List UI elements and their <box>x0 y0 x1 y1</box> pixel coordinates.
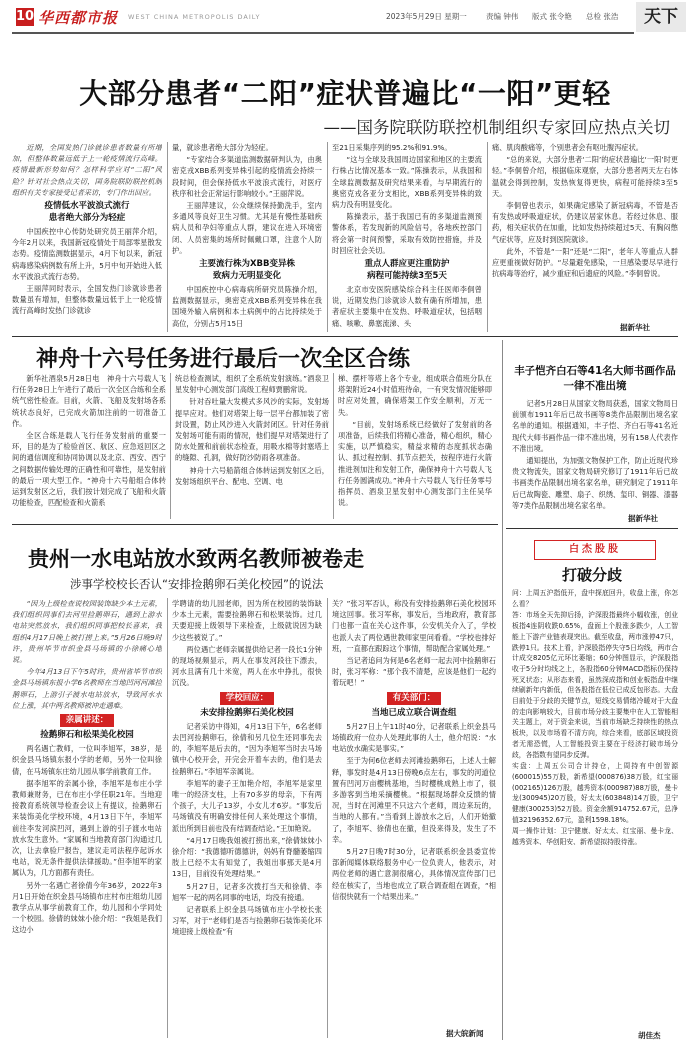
masthead <box>0 0 690 44</box>
column-divider <box>170 373 171 519</box>
column-divider <box>487 142 488 332</box>
story1-col4-para: 此外，不管是“一阳”还是“二阳”，老年人等重点人群应更重视做好防护。“尽量避免感染，一旦感染要尽早进行抗病毒等治疗，减少重症和后遗症的风险。”李侗曾说。 <box>492 246 678 279</box>
story2-column-1 <box>12 373 166 518</box>
story1-col3-para: 至21日采集序列的95.2%和91.9%。 <box>332 143 452 152</box>
story4-headline: 贵州一水电站放水致两名教师被卷走 <box>28 547 364 571</box>
story4-column-1 <box>12 598 162 1038</box>
story4-subhead-3: 当地已成立联合调查组 <box>371 707 457 718</box>
story4-col3-para: 5月27日晚7时30分，记者联系织金县委宣传部新闻媒体联络服务中心一位负责人，他表示，对两位老师的遇亡意洞很痛心，具体情况宣传部门已经在核实了，当地也成立了联合调查组在调查，“相信很快就有一个结果出来。” <box>332 847 496 901</box>
story4-col2-para: 李旭军的妻子王加艳介绍，李旭军是家里唯一的经济支柱，上有70多岁的母亲，下有两个孩子，大儿子13岁，小女儿才6岁。“事发后马场镇没有明确安排任何人来处理这个事情，派出所到目前也没有结调查结论。”王加艳说。 <box>172 778 322 833</box>
proofreader-credit: 总检 张浩 <box>586 12 619 21</box>
story5-headline: 打破分歧 <box>561 566 622 584</box>
story1-col3-para: 北京市安医院感染综合科主任医师李侗曾说，近期发热门诊就诊人数有确有所增加，患者症状主要集中在发热、呼吸道症状，包括咽痛、咳嗽、鼻塞流涕、头 <box>332 285 482 328</box>
story2-col3-para: 梯、摆杆等塔上各个专业，组成联合值班分队在塔架附近24小时值班待命，一有突发情况能够即时应对处置，确保塔架工作安全顺利，万无一失。 <box>338 374 492 417</box>
story1-col1-para: 王丽萍同时表示，全国发热门诊就诊患者数量虽有增加，但整体数量远低于上一轮疫情流行高峰时发热门诊就诊 <box>12 284 162 316</box>
story4-intro: “因为上级检查说校园装饰缺少本土元素，我们组织同事们去河里捡鹅卵石，遇到上游水电站突然放水，我们组织同事把校长喜来，我组织4月17日晚上被打捞上来。”5月26日晚9时许，贵州毕节市织金县马场镇的小徐痛心地说。 <box>12 599 162 665</box>
story1-col1-para: 中国疾控中心传防处研究员王丽萍介绍，今年2月以来，我国新冠疫情处于局部零星散发态势。疫情监测数据显示，4月下旬以来，新冠病毒感染病例数有所上升，5月中旬开始进入低水平波浪式流行态势。 <box>12 227 162 281</box>
story1-col4-para: 痛、肌肉酸痛等，个别患者会有呕吐腹泻症状。 <box>492 143 643 152</box>
story4-tag-school: 学校回应： <box>220 692 275 705</box>
story4-col1-para: 据李旭军的亲属小徐，李旭军是布庄小学教师兼财务，已在布庄小学任职21年。当地迎接教育系统领导检查会议上有提议，捡鹅卵石来装饰美化学校环境，4月13日下午，李旭军前往李发河滨凹河，遇到上游的引子渡水电站放水发生意外。“家属和当地教育部门沟通过几次，让去拿验尸报告，建议走司法程序起诉水电站，说无条件提供法律援助。”但李旭军的家属认为，几方面都有责任。 <box>12 778 162 878</box>
story1-headline: 大部分患者“二阳”症状普遍比“一阳”更轻 <box>79 77 611 110</box>
story1-col3-para: “这与全球及我国周边国家和地区的主要流行株占比情况基本一致。”陈操表示，从我国和全球监测数据及研究结果来看，与早期流行的奥密克戎各亚分支相比，XBB系列变异株的致病力没有明显变化。 <box>332 155 482 210</box>
story2-col2-para: 统总检查测试，组织了全系统发射演练。”酒泉卫星发射中心测发部门高级工程师贾鹏常说。 <box>175 374 329 395</box>
story5-column-badge: 白杰股股 <box>534 540 656 560</box>
story4-col2-para: 5月27日，记者多次拨打当天和徐倩、李旭军一起的两名同事的电话，均没有接通。 <box>172 881 322 902</box>
editor-credit: 责编 钟伟 <box>486 12 519 21</box>
story2-col3-para: “目前，发射场系统已经做好了发射前的各项准备，后续我们将精心准备，精心组织，精心实施，以严慎稳实，精益求精的态度抓状态确认、抓过程控制、抓节点把关，按程序进行火箭推进剂加注和发射工作，确保神舟十六号载人飞行任务圆满成功。”神舟十六号载人飞行任务零号指挥员、酒泉卫星发射中心测发部门主任吴华说。 <box>338 419 492 508</box>
story4-col3-para: 关？”张习军否认，称没有安排捡鹅卵石美化校园环境这回事。张习军称，事发后，当地政府，教育部门也都一直在关心这件事，公安机关介入了，学校也派人去了两位遇世教师家里问看看。“学校也排好班，一直都在跟踪这个事情，帮助配合家属处理。” <box>332 599 496 653</box>
story4-col2-para: 两位遇亡老师亲属提供给记者一段长1分钟的现场视频显示，两人在事发河段往下漂去，河水且满有几十米宽，两人在水中挣扎，很快沉没。 <box>172 644 322 688</box>
story5-answer: 答：市场全天先抑后扬，沪深股指最终小幅收涨，创业板指4连阴收跌0.65%，盘面上个股涨多跌少，人工智能上下游产业链表现突出。截至收盘，两市涨停47只，跌停1只。技术上看，沪深股指停失守5日均线，两市合计成交8205亿元环比萎缩；60分钟图显示，沪深股指收于5分时均线之上，各股指60分钟MACD指标仍保持死叉状态；从形态来看，虽然深成指和创业板指盘中继续刷新年内新低，但各股指在低位已成反包形态。大盘目前处于分歧的关键节点，短线交易情绪冷暖对于大盘的走向影响较大，目前市场分歧主要集中在人工智能相关主题上，对于资金来说，当前市场缺乏持续性的热点板块，以及市场看不清方向，综合来看，底部区域投资者无需恐慌，人工智能投资主要在于经济打破市场分歧，各指数有望同步反弹。 <box>512 611 678 759</box>
designer-credit: 版式 张令艳 <box>532 12 572 21</box>
story3-body <box>512 398 678 510</box>
story5-plan: 周一操作计划：卫宁健康、好太太、红宝丽、曼卡龙、越秀资本、华创阳安、新希望拟持股待涨。 <box>512 827 678 847</box>
story2-column-3 <box>338 373 492 518</box>
story4-col3-para: 5月27日上午11时40分，记者联系上织金县马场镇政府一位办人处理此事的人士，他介绍说：“水电站放水确实是事实。” <box>332 721 496 754</box>
story4-col1-para: 两名遇亡教师，一位叫李旭军，38岁，是织金县马场镇东报小学的老师，另外一位叫徐倩，在马场镇东庄幼儿园从事学前教育工作。 <box>12 744 162 776</box>
story1-column-4 <box>492 142 678 322</box>
story2-headline: 神舟十六号任务进行最后一次全区合练 <box>36 347 411 372</box>
story5-body <box>512 588 678 1028</box>
story1-col4-para: “总的来说，大部分患者‘二阳’的症状普遍比‘一阳’时更轻。”李侗曾介绍，根据临床观察，大部分患者两天左右体温就会得到控制，发热恢复得更快，病程可能持续3至5天。 <box>492 155 678 198</box>
story5-author: 胡佳杰 <box>638 1031 661 1040</box>
story4-column-2 <box>172 598 322 1038</box>
story1-subhead-2: 主要流行株为XBB变异株 致病力无明显变化 <box>198 259 295 282</box>
story3-para: 通知提出，为加强文物保护工作，防止近现代珍贵文物流失，国家文物局研究修订了1911年后已故书画类作品限制出境名家名单，研究制定了1911年后已故陶瓷、雕塑、扇子、织绣、玺印、铜器、漆器等7类作品限制出境名家名单。 <box>512 456 678 510</box>
story1-source: 据新华社 <box>620 323 650 332</box>
story2-col1-para: 新华社酒泉5月28日电 神舟十六号载人飞行任务28日上午进行了最后一次全区合练和全系统气密性检查。目前，火箭、飞船及发射场各系统状态良好，已完成火箭加注前的一切准备工作。 <box>12 374 166 428</box>
story1-subhead-1: 疫情低水平波浪式流行 患者绝大部分为轻症 <box>44 201 130 224</box>
story4-col2-para: “4月17日晚我姐被打捞出来，”徐倩妹妹小徐介绍：“我德德听德德讲，妈妈有脊髓萎缩四肢上已经不太有知觉了，我姐出事那天是4月13日，目前没有处理结果。” <box>172 835 322 879</box>
story4-intro-2: 今年4月13日下午5时许，贵州省毕节市织金县马场镇东报小学6名教师在当地凹河河滩捡鹅卵石，上游引子渡水电站放水，导致河水水位上涨，其中两名教师被冲走遇难。 <box>12 667 162 710</box>
section-tab: 天下 <box>636 2 686 32</box>
story4-column-3 <box>332 598 496 1026</box>
story2-column-2 <box>175 373 329 518</box>
story4-col2-para: 记者联系上织金县马场镇布庄小学校长张习军，对于“老师们是否与捡鹅卵石装饰美化环境迎接上级检查”有 <box>172 905 322 937</box>
story4-col2-para: 学聘请的幼儿园老师，因为所在校园的装饰缺少本土元素，需要捡鹅卵石和松果装饰。过几天要迎接上级领导下来检查，上级就说因为缺少这些被说了。” <box>172 599 322 642</box>
story4-col3-para: 至于为何6位老师去河滩捡鹅卵石，上述人士解释，事发时是4月13日傍晚6点左右，事发的河道位置有凹河万亩樱桃基地，当时樱桃成熟上市了，很多游客到当地采摘樱桃。“根据现场群众反馈的情况，当时在河滩里不只这六个老师，周边来玩的，当地的人都有。”当看到上游放水之后，人们开始撤了，李旭军、徐倩也在撤，但没来得及，发生了不幸。 <box>332 756 496 844</box>
story4-tag-authorities: 有关部门： <box>387 692 442 705</box>
logo: 华西都市报 <box>38 9 119 27</box>
column-divider <box>327 598 328 1038</box>
story1-col4-para: 李侗曾也表示，如果确定感染了新冠病毒，不管是否有发热或呼吸道症状，仍建议居家休息。若经过休息、服药，相关症状仍在加重，比如发热持续超过5天、有胸闷憋气症状等，应及时到医院就诊。 <box>492 201 678 244</box>
page-number: 10 <box>16 9 35 24</box>
story2-col2-para: 针对吞吐量大发模式多风沙的实际，发射场提早应对。他们对塔架上每一层平台都加装了密封设置，防止风沙进入火箭封闭区。针对任务前发射场可能有雨的情况，他们提早对塔架进行了防水处置和前前状态检查，用吸水棉等封塞塔上的缝隙、孔洞，做好防沙防雨各项准备。 <box>175 397 329 463</box>
story4-subhead-1: 捡鹅卵石和松果美化校园 <box>40 730 134 741</box>
story1-column-2 <box>172 142 322 330</box>
column-divider <box>333 373 334 519</box>
column-divider <box>167 142 168 332</box>
story5-question: 问：上周五沪指低开，盘中探底回升，收盘上涨，你怎么看？ <box>512 589 678 608</box>
story2-col1-para: 全区合练是载人飞行任务发射前的重要一环，目的是为了检验首区、航区、应急返回区之间的通信调度和协同协调以及北京、西安、西宁之间数据传输处理的正确性和可靠性，是发射前的最后一项大型工作。“神舟十六号船组合体转运到发射区之后，我们按计划完成了飞船和火箭功能检查，匹配检查和火箭系 <box>12 431 166 508</box>
section-rule <box>12 336 678 337</box>
story3-headline: 丰子恺齐白石等41名大师书画作品一律不准出境 <box>514 365 676 392</box>
story3-para: 记者5月28日从国家文物局获悉，国家文物局日前颁布1911年后已故书画等8类作品限制出境名家名单的通知。根据通知，丰子恺、齐白石等41名近现代大师书画作品一律不准出境，另有158人代表作不准出境。 <box>512 399 678 453</box>
logo-subtitle: WEST CHINA METROPOLIS DAILY <box>128 13 261 21</box>
story1-column-1 <box>12 142 162 330</box>
story1-col2-para: 中国疾控中心病毒病所研究员陈操介绍，监测数据显示，奥密克戎XBB系列变异株在我国境外输入病例和本土病例中的占比持续处于高位，分别占5月15日 <box>172 285 322 328</box>
story1-col3-para: 陈操表示，基于我国已有的多渠道监测预警体系，若发现新的风险信号，各地疾控部门将会第一时间预警，采取有效防控措施，并及时回应社会关切。 <box>332 212 482 255</box>
story2-col2-para: 神舟十六号船箭组合体转运到发射区之后，发射场组织平台、配电、空调、电 <box>175 465 329 486</box>
issue-date: 2023年5月29日 星期一 <box>386 12 467 21</box>
section-rule <box>506 528 678 529</box>
story4-subheadline: 涉事学校校长否认“安排捡鹅卵石美化校园”的说法 <box>70 577 324 591</box>
column-divider <box>327 142 328 332</box>
story1-col2-para: 王丽萍建议，公众继续保持勤洗手，室内多通风等良好卫生习惯。尤其是有慢性基础疾病人员和孕妇等重点人群，建议在进入环境密闭、人员密集的场所时佩戴口罩，注意个人防护。 <box>172 201 322 255</box>
story4-source: 据大皖新闻 <box>446 1029 484 1038</box>
story4-subhead-2: 未安排捡鹅卵石美化校园 <box>200 707 294 718</box>
section-rule <box>12 524 498 525</box>
masthead-rule <box>12 32 634 34</box>
story3-source: 据新华社 <box>628 514 658 523</box>
story5-portfolio: 实盘：上周五公司合计持仓，上周持有中创智源(600015)55万股，新希望(000876)38万股，红宝丽(002165)126万股，越秀资本(000987)88万股，曼卡龙(300945)20万股，好太太(603848)14万股，卫宁健康(300253)52万股。资金余额914752.67元，总净值32196352.67元，盈利1598.18%。 <box>512 762 678 824</box>
story1-col2-para: “专家结合多渠道监测数据研判认为，由奥密克戎XBB系列变异株引起的疫情流会持续一段时间，但会保持低水平波浪式流行，对医疗秩序和社会正常运行影响较小。”王丽萍说。 <box>172 155 322 198</box>
column-divider <box>502 340 503 1040</box>
column-divider <box>167 598 168 1038</box>
story4-col3-para: 当记者追问为何是6名老师一起去河中捡鹅卵石时，张习军称：“那个我不清楚，应该是他们一起约着玩吧！” <box>332 656 496 688</box>
story4-col2-para: 记者采访中得知，4月13日下午，6名老师去凹河捡鹅卵石，徐倩和另几位生还同事先去的，李旭军是后去的，“因为李旭军当时去马场镇中心校开会，开完会开着车去的，他们是去捡鹅卵石。”李旭军亲属说。 <box>172 721 322 776</box>
story4-col1-para: 另外一名遇亡者徐倩今年36岁，2022年3月1日开始在织金县马场镇布庄村布庄组幼儿园教学点从事学前教育工作，幼儿园和小学同处一个校园。徐倩的妹妹小徐介绍：“我姐是我们这边小 <box>12 880 162 935</box>
story1-column-3 <box>332 142 482 330</box>
story1-subheadline: ——国务院联防联控机制组织专家回应热点关切 <box>323 118 670 137</box>
story1-col2-para: 量，就诊患者绝大部分为轻症。 <box>172 143 273 152</box>
story1-subhead-3: 重点人群应更注重防护 病程可能持续3至5天 <box>364 259 450 282</box>
story4-tag-relatives: 亲属讲述： <box>60 714 115 727</box>
story1-intro: 近期，全国发热门诊就诊患者数量有所增加，但整体数量远低于上一轮疫情流行高峰。疫情最新形势如何？怎样科学应对“二阳”风险？针对社会热点关切，国务院联防联控机制组织有关专家接受记者采访，专门作出回应。 <box>12 143 162 197</box>
